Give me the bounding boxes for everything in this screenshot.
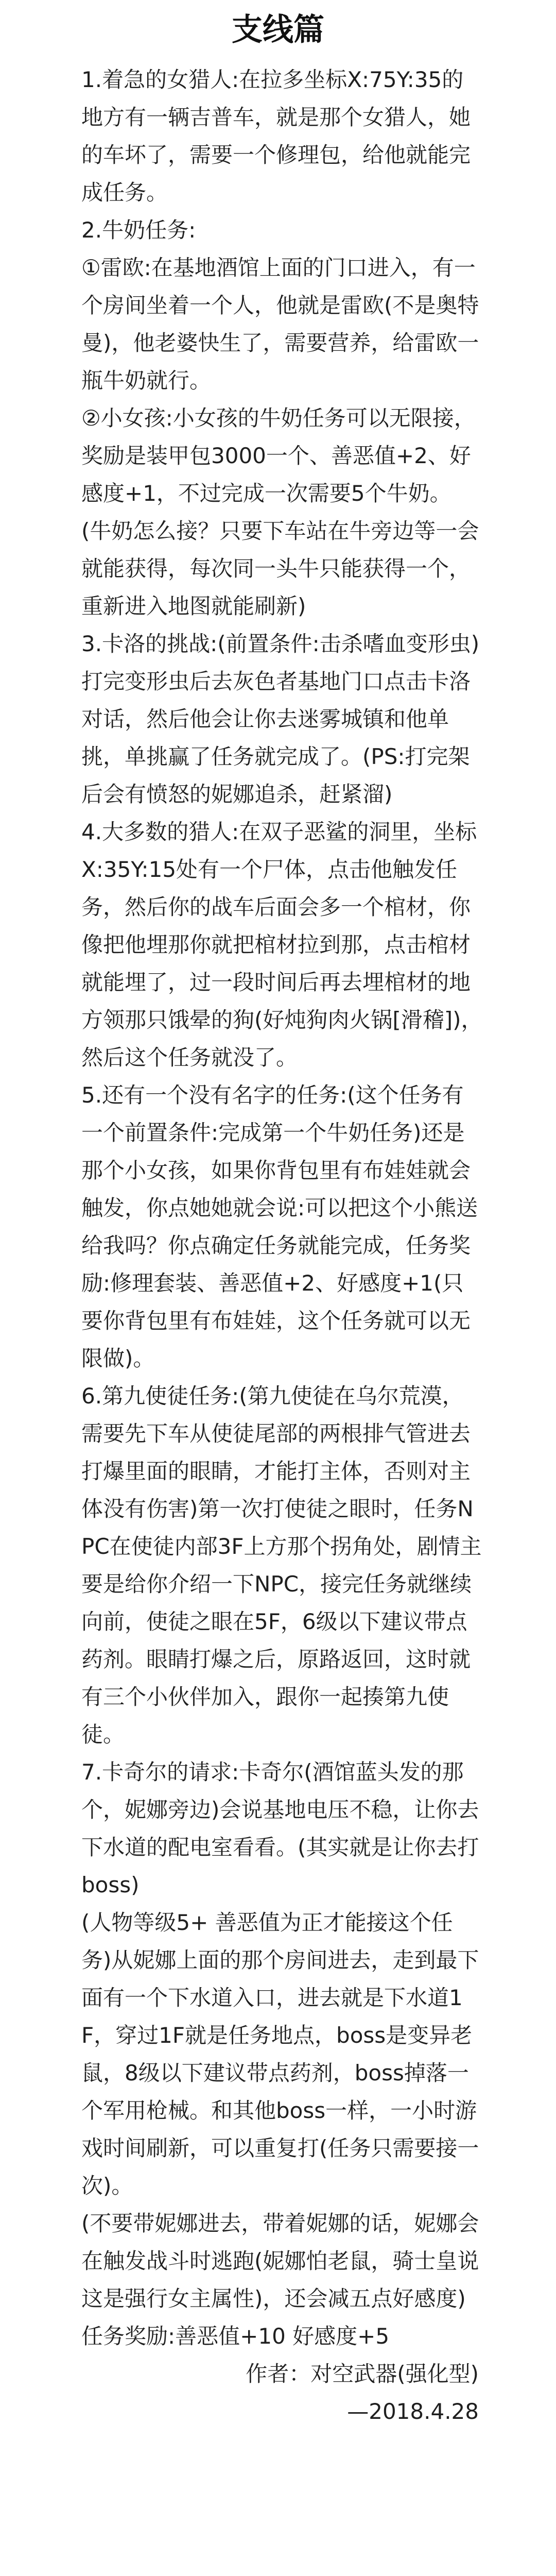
paragraph-7: 4.大多数的猎人:在双子恶鲨的洞里，坐标X:35Y:15处有一个尸体，点击他触发任务，然后你的战车后面会多一个棺材，你像把他埋那你就把棺材拉到那，点击棺材就能埋了，过一段时间后再去埋棺材的地方领那只饿晕的狗(好炖狗肉火锅[滑稽])，然后这个任务就没了。 [81,819,483,1070]
page-title: 支线篇 [232,12,324,48]
paragraph-3: ①雷欧:在基地酒馆上面的门口进入，有一个房间坐着一个人，他就是雷欧(不是奥特曼)，他老婆快生了，需要营养，给雷欧一瓶牛奶就行。 [81,255,479,393]
paragraph-10: 7.卡奇尔的请求:卡奇尔(酒馆蓝头发的那个，妮娜旁边)会说基地电压不稳，让你去下水道的配电室看看。(其实就是让你去打boss) [81,1759,479,1897]
post-date: —2018.4.28 [347,2399,479,2424]
article-body [81,61,483,2430]
paragraph-4: ②小女孩:小女孩的牛奶任务可以无限接，奖励是装甲包3000一个、善恶值+2、好感度+1，不过完成一次需要5个牛奶。 [81,405,476,506]
paragraph-2: 2.牛奶任务: [81,217,196,243]
paragraph-6: 3.卡洛的挑战:(前置条件:击杀嗜血变形虫)打完变形虫后去灰色者基地门口点击卡洛对话，然后他会让你去迷雾城镇和他单挑，单挑赢了任务就完成了。(PS:打完架后会有愤怒的妮娜追杀，赶紧溜) [81,631,480,807]
paragraph-9: 6.第九使徒任务:(第九使徒在乌尔荒漠，需要先下车从使徒尾部的两根排气管进去打爆里面的眼睛，才能打主体，否则对主体没有伤害)第一次打使徒之眼时，任务NPC在使徒内部3F上方那个拐角处，剧情主要是给你介绍一下NPC，接完任务就继续向前，使徒之眼在5F，6级以下建议带点药剂。眼睛打爆之后，原路返回，这时就有三个小伙伴加入，跟你一起揍第九使徒。 [81,1383,482,1747]
paragraph-11: (人物等级5+ 善恶值为正才能接这个任务)从妮娜上面的那个房间进去，走到最下面有一个下水道入口，进去就是下水道1F，穿过1F就是任务地点，boss是变异老鼠，8级以下建议带点药剂，boss掉落一个军用枪械。和其他boss一样，一小时游戏时间刷新，可以重复打(任务只需要接一次)。 [81,1910,479,2198]
author-signature: 作者：对空武器(强化型) [246,2361,479,2386]
paragraph-13: 任务奖励:善恶值+10 好感度+5 [81,2324,390,2349]
paragraph-8: 5.还有一个没有名字的任务:(这个任务有一个前置条件:完成第一个牛奶任务)还是那个小女孩，如果你背包里有布娃娃就会触发，你点她她就会说:可以把这个小熊送给我吗？你点确定任务就能完成，任务奖励:修理套装、善恶值+2、好感度+1(只要你背包里有布娃娃，这个任务就可以无限做)。 [81,1082,478,1371]
paragraph-5: (牛奶怎么接？只要下车站在牛旁边等一会就能获得，每次同一头牛只能获得一个，重新进入地图就能刷新) [81,518,479,619]
paragraph-12: (不要带妮娜进去，带着妮娜的话，妮娜会在触发战斗时逃跑(妮娜怕老鼠，骑士皇说这是强行女主属性)，还会减五点好感度) [81,2211,479,2311]
floral-decoration [0,2572,556,2576]
paragraph-1: 1.着急的女猎人:在拉多坐标X:75Y:35的地方有一辆吉普车，就是那个女猎人，她的车坏了，需要一个修理包，给他就能完成任务。 [81,67,471,205]
